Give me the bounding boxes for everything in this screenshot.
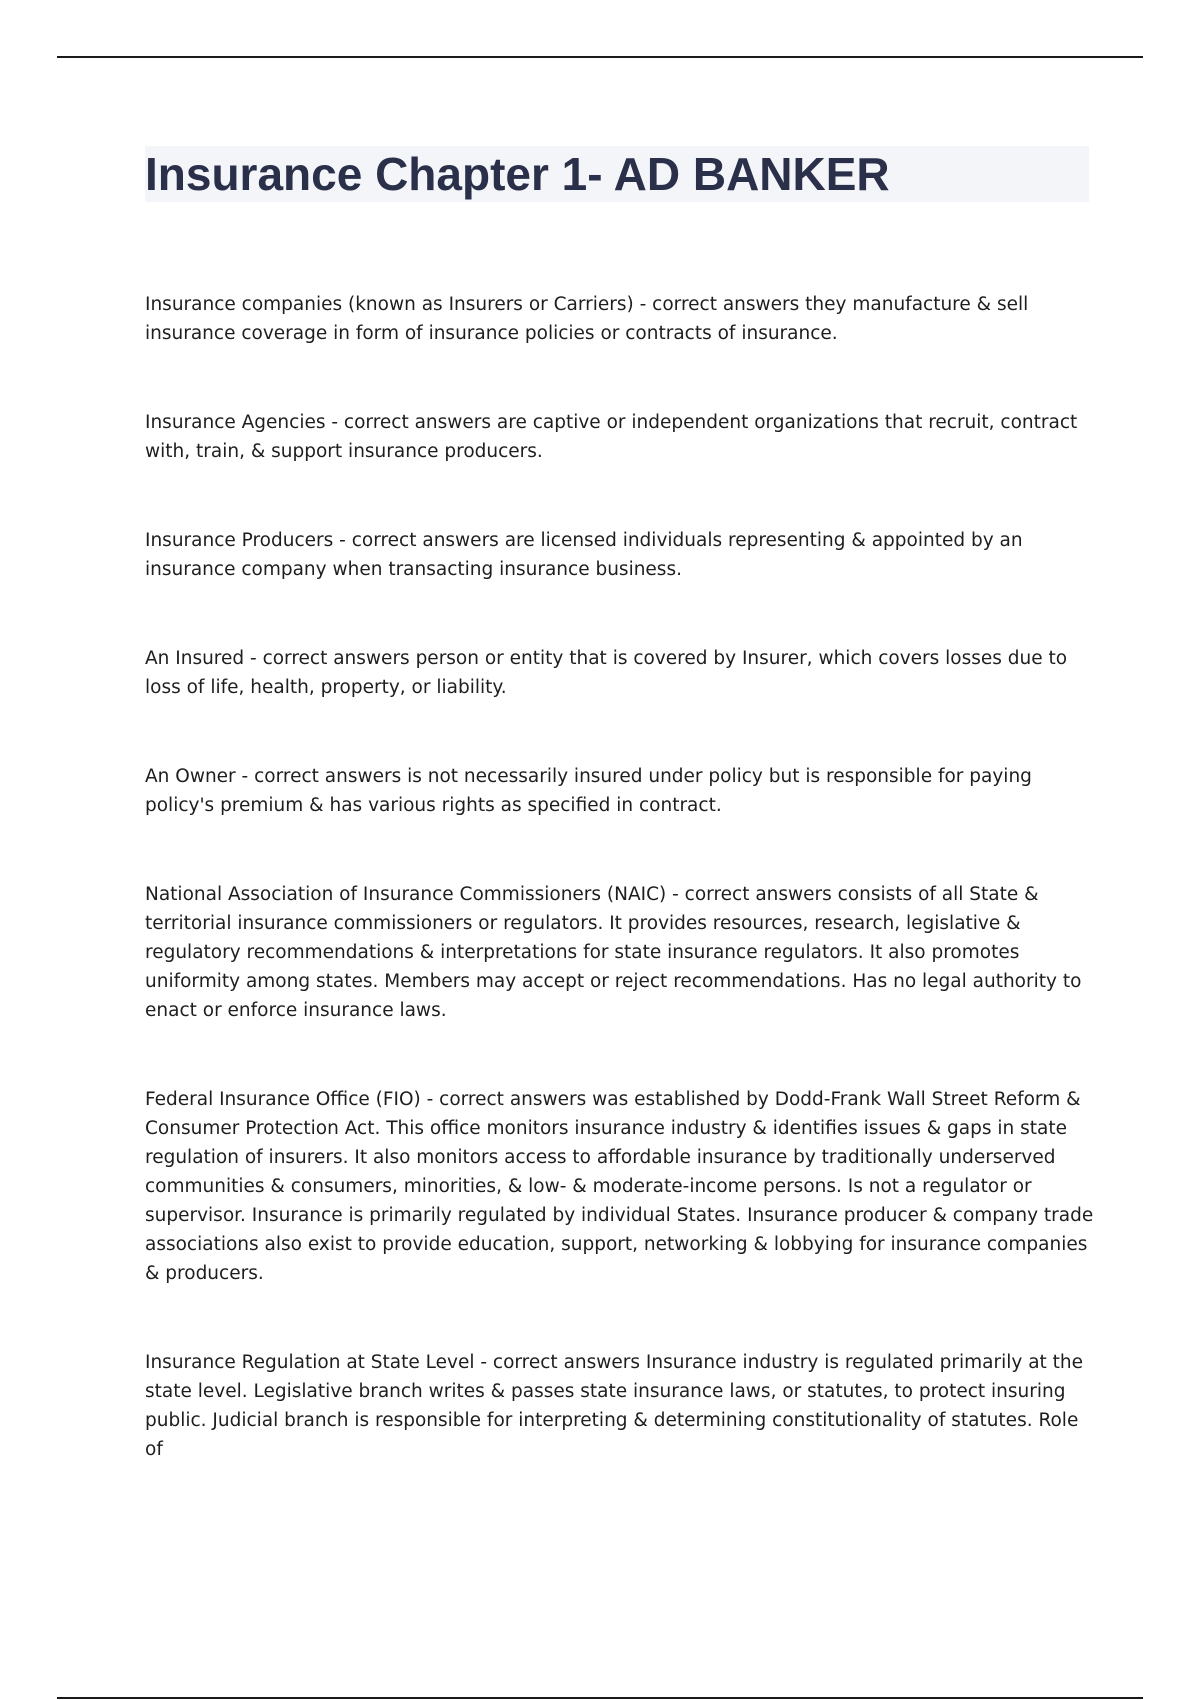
entry-naic: National Association of Insurance Commissioners (NAIC) - correct answers consists of all State & territorial insurance commissioners or regulators. It provides resources, research, legislative & regulatory recommendations & interpretations for state insurance regulators. It also promotes uniformity among states. Members may accept or reject recommendations. Has no legal authority to enact or enforce insurance laws. [145,884,1082,1021]
top-divider [57,56,1143,58]
entry-an-insured: An Insured - correct answers person or entity that is covered by Insurer, which covers losses due to loss of life, health, property, or liability. [145,648,1068,698]
entry-insurance-agencies: Insurance Agencies - correct answers are captive or independent organizations that recruit, contract with, train, & support insurance producers. [145,412,1078,462]
entry-insurance-companies: Insurance companies (known as Insurers or Carriers) - correct answers they manufacture & sell insurance coverage in form of insurance policies or contracts of insurance. [145,294,1029,344]
entry-insurance-producers: Insurance Producers - correct answers are licensed individuals representing & appointed by an insurance company when transacting insurance business. [145,530,1023,580]
entry-fio: Federal Insurance Office (FIO) - correct answers was established by Dodd-Frank Wall Street Reform & Consumer Protection Act. This office monitors insurance industry & identifies issues & gaps in state regulation of insurers. It also monitors access to affordable insurance by traditionally underserved communities & consumers, minorities, & low- & moderate-income persons. Is not a regulator or supervisor. Insurance is primarily regulated by individual States. Insurance producer & company trade associations also exist to provide education, support, networking & lobbying for insurance companies & producers. [145,1089,1094,1284]
entry-list [145,290,1095,1464]
entry-state-regulation: Insurance Regulation at State Level - correct answers Insurance industry is regulated primarily at the state level. Legislative branch writes & passes state insurance laws, or statutes, to protect insuring public. Judicial branch is responsible for interpreting & determining constitutionality of statutes. Role of [145,1352,1084,1460]
bottom-divider [57,1697,1143,1699]
entry-an-owner: An Owner - correct answers is not necessarily insured under policy but is responsible for paying policy's premium & has various rights as specified in contract. [145,766,1032,816]
document-title: Insurance Chapter 1- AD BANKER [145,148,890,200]
